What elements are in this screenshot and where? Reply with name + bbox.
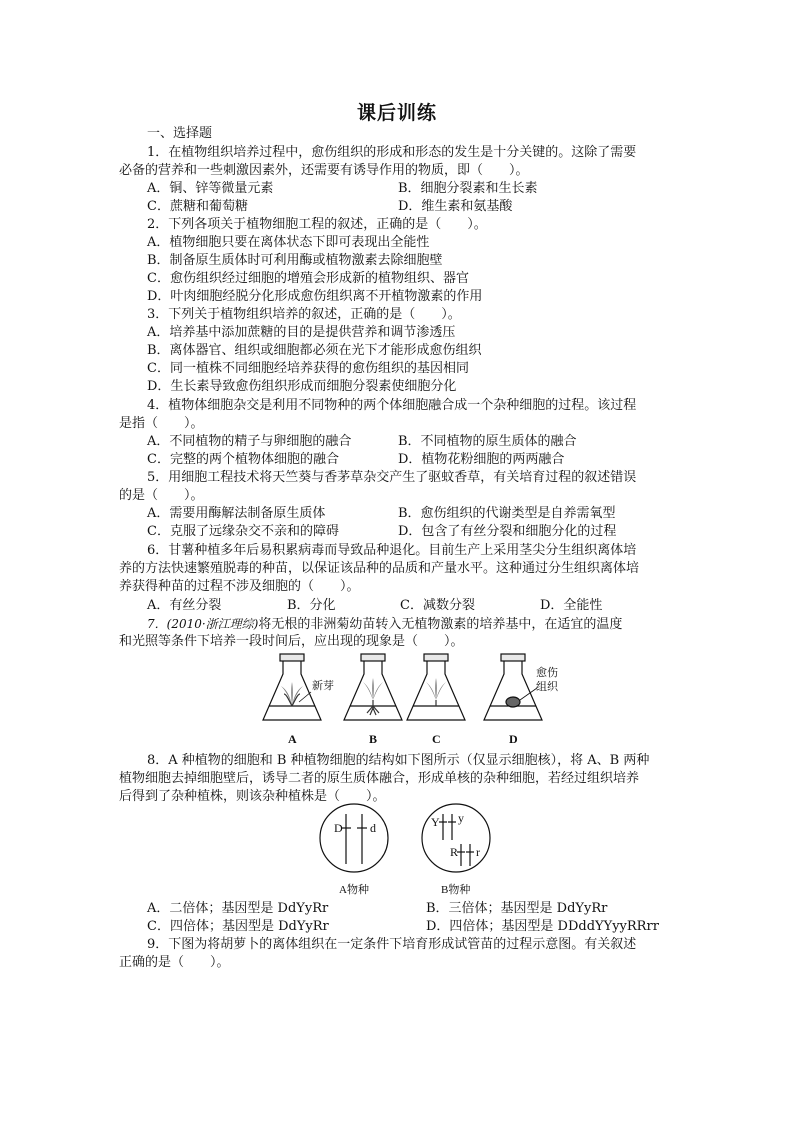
q6-stem-line1: 6．甘薯种植多年后易积累病毒而导致品种退化。目前生产上采用茎尖分生组织离体培 xyxy=(147,543,637,558)
q2-option-b: B．制备原生质体时可利用酶或植物激素去除细胞壁 xyxy=(147,253,443,268)
gene-b-top-left: Y xyxy=(431,815,440,829)
q1-option-d: D．维生素和氨基酸 xyxy=(398,199,513,214)
q3-option-a: A．培养基中添加蔗糖的目的是提供营养和调节渗透压 xyxy=(147,325,456,340)
q5-option-a: A．需要用酶解法制备原生质体 xyxy=(147,506,326,521)
q7-flask-figure xyxy=(255,650,575,748)
q6-option-d: D．全能性 xyxy=(540,598,603,613)
q7-source: 7．(2010·浙江理综) xyxy=(147,617,259,631)
q6-stem-line2: 养的方法快速繁殖脱毒的种苗，以保证该品种的品质和产量水平。这种通过分生组织离体培 xyxy=(119,561,640,576)
q4-option-a: A．不同植物的精子与卵细胞的融合 xyxy=(147,434,352,449)
gene-b-bottom-right: r xyxy=(476,845,480,859)
q5-stem-line1: 5．用细胞工程技术将天竺葵与香茅草杂交产生了驱蚊香草，有关培育过程的叙述错误 xyxy=(147,470,637,485)
q6-option-b: B．分化 xyxy=(287,598,336,613)
q5-option-c: C．克服了远缘杂交不亲和的障碍 xyxy=(147,524,339,539)
q4-option-d: D．植物花粉细胞的两两融合 xyxy=(398,452,565,467)
q8-stem-line1: 8．A 种植物的细胞和 B 种植物细胞的结构如下图所示（仅显示细胞核），将 A、B 两种 xyxy=(147,753,650,768)
flask-label-b: B xyxy=(369,732,378,746)
gene-a-left: D xyxy=(334,821,343,835)
q2-stem: 2．下列各项关于植物细胞工程的叙述，正确的是（ ）。 xyxy=(147,217,487,232)
cell-b-label: B物种 xyxy=(441,884,471,896)
q6-option-c: C．减数分裂 xyxy=(400,598,475,613)
cell-a xyxy=(320,804,388,872)
q2-option-c: C．愈伤组织经过细胞的增殖会形成新的植物组织、器官 xyxy=(147,271,469,286)
q7-label-callus-1: 愈伤 xyxy=(536,667,558,679)
flask-label-a: A xyxy=(288,732,297,746)
page-title: 课后训练 xyxy=(356,102,437,124)
q6-stem-line3: 养获得种苗的过程不涉及细胞的（ ）。 xyxy=(119,579,360,594)
flask-label-c: C xyxy=(432,732,441,746)
q3-option-d: D．生长素导致愈伤组织形成而细胞分裂素使细胞分化 xyxy=(147,379,457,394)
q8-stem-line2: 植物细胞去掉细胞壁后，诱导二者的原生质体融合，形成单核的杂种细胞，若经过组织培养 xyxy=(119,771,640,786)
q9-stem-line1: 9．下图为将胡萝卜的离体组织在一定条件下培育形成试管苗的过程示意图。有关叙述 xyxy=(147,937,637,952)
q1-stem-line2: 必备的营养和一些刺激因素外，还需要有诱导作用的物质，即（ ）。 xyxy=(119,163,529,178)
q1-stem-line1: 1．在植物组织培养过程中，愈伤组织的形成和形态的发生是十分关键的。这除了需要 xyxy=(147,145,637,160)
gene-a-right: d xyxy=(370,821,376,835)
q4-option-c: C．完整的两个植物体细胞的融合 xyxy=(147,452,339,467)
q4-stem-line1: 4．植物体细胞杂交是利用不同物种的两个体细胞融合成一个杂种细胞的过程。该过程 xyxy=(147,398,637,413)
q7-stem-text: 将无根的非洲菊幼苗转入无植物激素的培养基中，在适宜的温度 xyxy=(258,617,623,632)
q3-stem: 3．下列关于植物组织培养的叙述，正确的是（ ）。 xyxy=(147,307,461,322)
q8-stem-line3: 后得到了杂种植株，则该杂种植株是（ ）。 xyxy=(119,789,386,804)
q1-option-a: A．铜、锌等微量元素 xyxy=(147,181,274,196)
q3-option-b: B．离体器官、组织或细胞都必须在光下才能形成愈伤组织 xyxy=(147,343,482,358)
q9-stem-line2: 正确的是（ ）。 xyxy=(119,955,230,970)
section-heading: 一、选择题 xyxy=(147,126,213,141)
q7-stem-line1 xyxy=(147,615,622,634)
q8-option-a: A．二倍体；基因型是 DdYyRr xyxy=(147,901,329,916)
cell-a-label: A物种 xyxy=(339,884,369,896)
q3-option-c: C．同一植株不同细胞经培养获得的愈伤组织的基因相同 xyxy=(147,361,469,376)
q7-stem-line2: 和光照等条件下培养一段时间后，应出现的现象是（ ）。 xyxy=(119,634,464,649)
q1-option-b: B．细胞分裂素和生长素 xyxy=(398,181,538,196)
q5-option-d: D．包含了有丝分裂和细胞分化的过程 xyxy=(398,524,617,539)
q5-option-b: B．愈伤组织的代谢类型是自养需氧型 xyxy=(398,506,616,521)
q8-option-d: D．四倍体；基因型是 DDddYYyyRRrr xyxy=(426,919,659,934)
q8-cell-figure xyxy=(316,800,506,900)
q4-option-b: B．不同植物的原生质体的融合 xyxy=(398,434,577,449)
q2-option-a: A．植物细胞只要在离体状态下即可表现出全能性 xyxy=(147,235,430,250)
flask-d xyxy=(484,654,542,720)
gene-b-top-right: y xyxy=(458,811,464,825)
flask-b xyxy=(344,654,402,720)
gene-b-bottom-left: R xyxy=(450,845,459,859)
q1-option-c: C．蔗糖和葡萄糖 xyxy=(147,199,248,214)
q4-stem-line2: 是指（ ）。 xyxy=(119,416,204,431)
flask-c xyxy=(407,654,465,720)
q7-label-callus-2: 组织 xyxy=(536,681,558,693)
q5-stem-line2: 的是（ ）。 xyxy=(119,488,204,503)
q7-label-sprout: 新芽 xyxy=(312,680,334,692)
q2-option-d: D．叶肉细胞经脱分化形成愈伤组织离不开植物激素的作用 xyxy=(147,289,483,304)
q8-option-b: B．三倍体；基因型是 DdYyRr xyxy=(426,901,608,916)
q6-option-a: A．有丝分裂 xyxy=(147,598,222,613)
q8-option-c: C．四倍体；基因型是 DdYyRr xyxy=(147,919,329,934)
flask-label-d: D xyxy=(509,732,518,746)
